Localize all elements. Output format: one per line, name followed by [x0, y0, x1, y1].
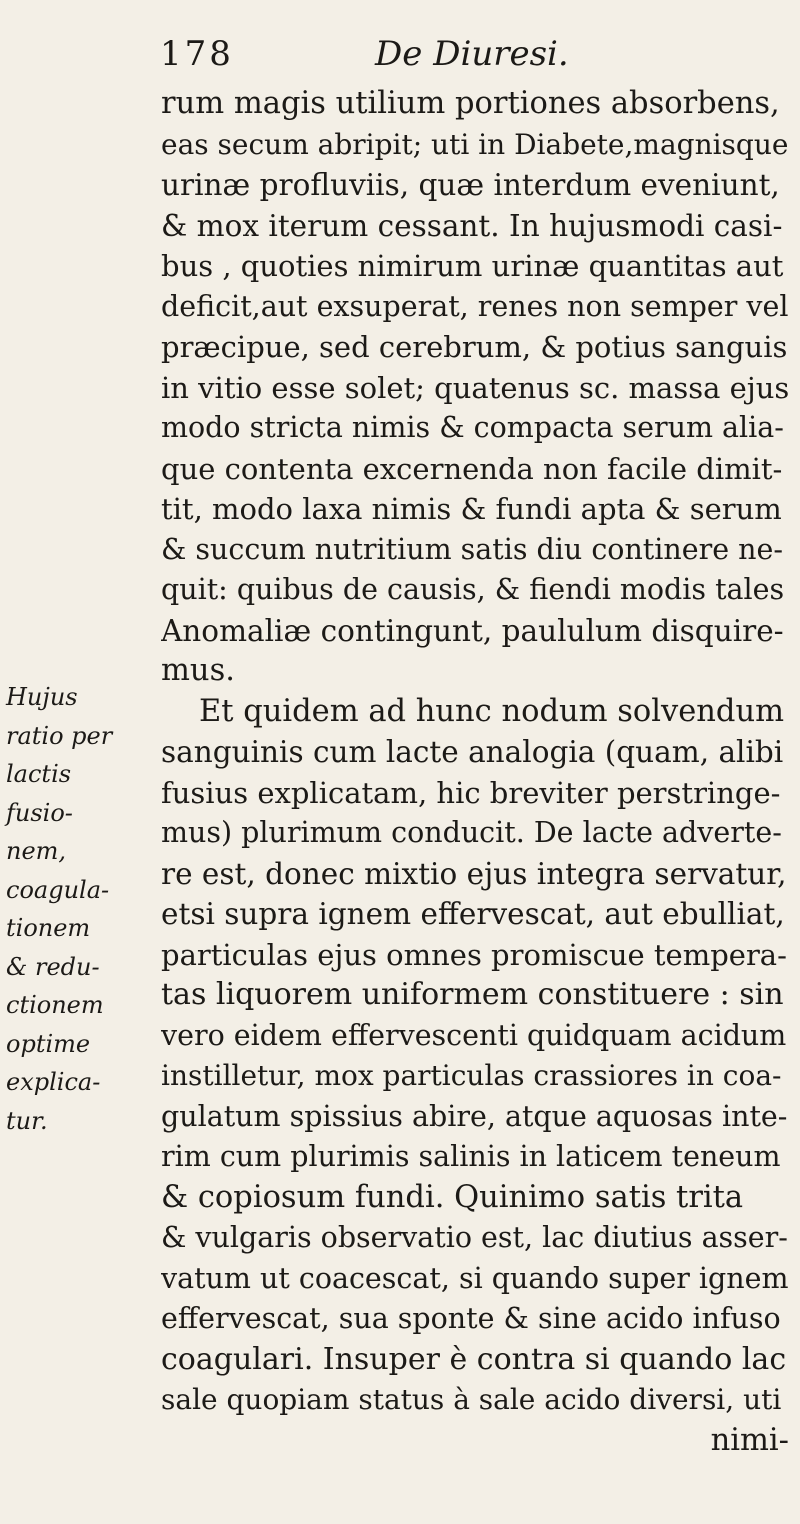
- body-text: [161, 84, 789, 1461]
- text-line: rim cum plurimis salinis in laticem teneum: [161, 1140, 781, 1173]
- text-line: particulas ejus omnes promiscue tempera-: [161, 937, 787, 972]
- marginal-note-line: lactis: [6, 760, 72, 788]
- page-number: 178: [160, 34, 234, 74]
- text-line: sale quopiam status à sale acido diversi, uti: [161, 1383, 782, 1416]
- text-line: gulatum spissius abire, atque aquosas inte-: [161, 1099, 788, 1133]
- text-line: eas secum abripit; uti in Diabete,magnisque: [161, 127, 789, 161]
- text-line: tas liquorem uniformem constituere : sin: [161, 977, 784, 1012]
- text-line: modo stricta nimis & compacta serum alia-: [161, 411, 784, 444]
- marginal-note-line: explica-: [6, 1068, 101, 1096]
- text-line: rum magis utilium portiones absorbens,: [161, 86, 780, 121]
- marginal-note-line: ctionem: [6, 991, 104, 1019]
- marginal-note-line: fusio-: [6, 798, 73, 827]
- text-line: fusius explicatam, hic breviter perstringe-: [161, 775, 781, 810]
- text-line: deficit,aut exsuperat, renes non semper vel: [161, 289, 789, 323]
- text-line: urinæ profluviis, quæ interdum eveniunt,: [161, 168, 780, 202]
- marginal-note-line: coagula-: [6, 875, 110, 904]
- text-line: vatum ut coacescat, si quando super ignem: [161, 1261, 789, 1295]
- text-line: & vulgaris observatio est, lac diutius asser-: [161, 1221, 788, 1254]
- text-line: quit: quibus de causis, & fiendi modis tales: [161, 573, 785, 606]
- text-line: mus) plurimum conducit. De lacte adverte-: [161, 816, 782, 849]
- marginal-note-line: & redu-: [6, 952, 100, 981]
- running-title: De Diuresi.: [375, 34, 569, 74]
- text-line: & succum nutritium satis diu continere ne-: [161, 532, 783, 566]
- catchword: nimi-: [710, 1422, 789, 1458]
- text-line: re est, donec mixtio ejus integra servatur,: [161, 856, 787, 891]
- text-line: etsi supra ignem effervescat, aut ebulliat,: [161, 897, 785, 931]
- text-line: Et quidem ad hunc nodum solvendum: [199, 693, 785, 729]
- text-line: sanguinis cum lacte analogia (quam, alibi: [161, 735, 784, 769]
- marginal-note: [6, 678, 151, 1140]
- marginal-note-line: ratio per: [6, 721, 113, 750]
- text-line: mus.: [161, 653, 235, 688]
- text-line: vero eidem effervescenti quidquam acidum: [161, 1018, 787, 1052]
- text-line: effervescat, sua sponte & sine acido infuso: [161, 1302, 781, 1335]
- marginal-note-line: Hujus: [6, 683, 78, 711]
- text-line: que contenta excernenda non facile dimit-: [161, 451, 783, 486]
- text-line: bus , quoties nimirum urinæ quantitas aut: [161, 249, 784, 283]
- page-header: [160, 34, 640, 84]
- text-line: Anomaliæ contingunt, paululum disquire-: [161, 613, 784, 648]
- text-line: tit, modo laxa nimis & fundi apta & serum: [161, 492, 782, 526]
- marginal-note-line: tur.: [6, 1106, 48, 1135]
- text-line: præcipue, sed cerebrum, & potius sanguis: [161, 330, 788, 364]
- marginal-note-line: nem,: [6, 837, 67, 865]
- text-line: instilletur, mox particulas crassiores in coa-: [161, 1059, 782, 1092]
- text-line: coagulari. Insuper è contra si quando lac: [161, 1341, 787, 1377]
- text-line: in vitio esse solet; quatenus sc. massa ejus: [161, 370, 789, 405]
- text-line: & mox iterum cessant. In hujusmodi casi-: [161, 208, 783, 243]
- marginal-note-line: optime: [6, 1029, 91, 1058]
- marginal-note-line: tionem: [6, 914, 91, 942]
- text-line: & copiosum fundi. Quinimo satis trita: [161, 1179, 744, 1215]
